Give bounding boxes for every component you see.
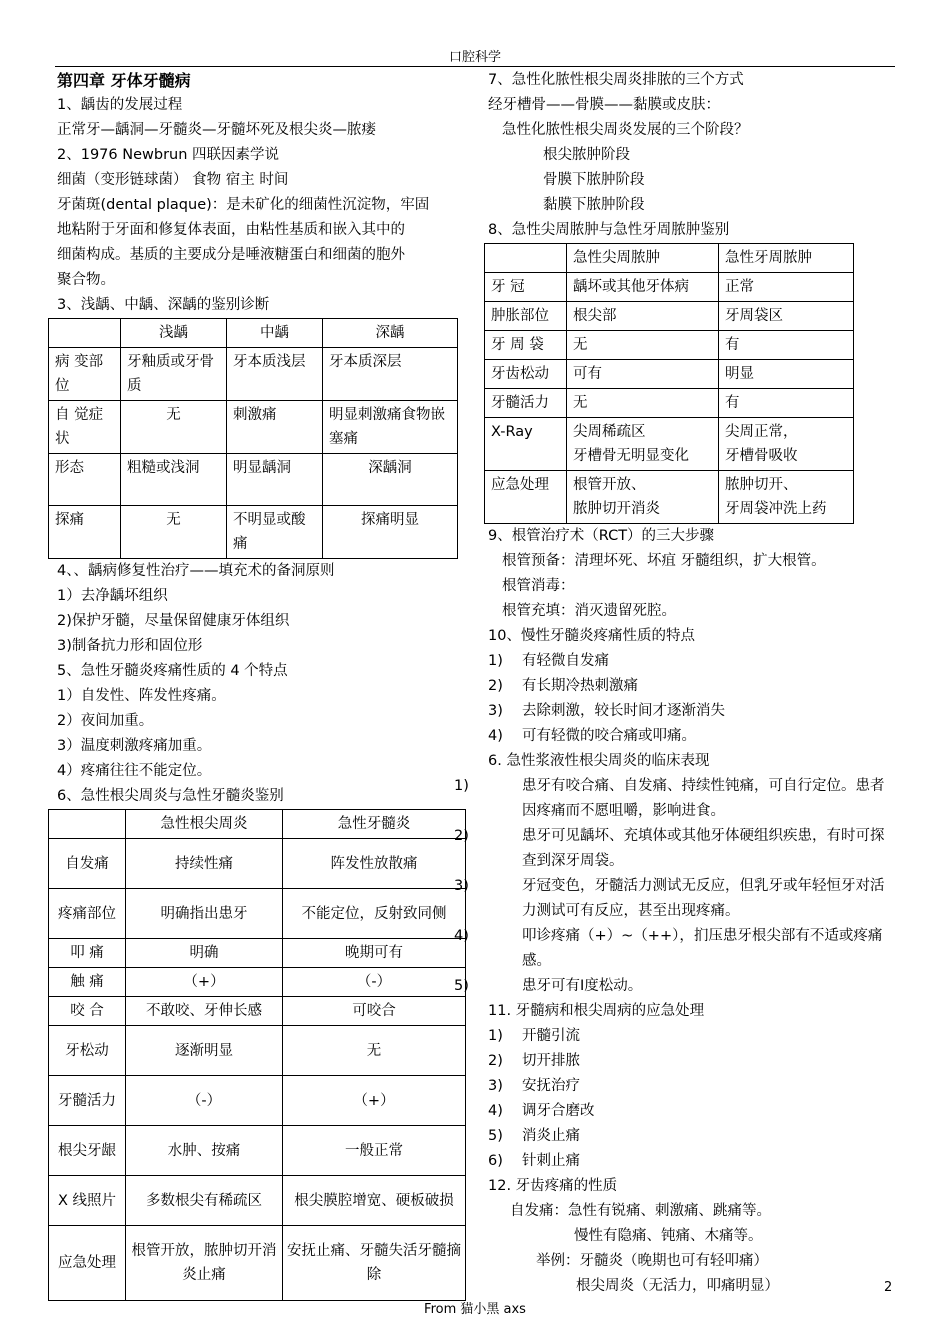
table-cell: 急性根尖周炎 — [126, 810, 283, 839]
table-cell: 探痛 — [49, 506, 121, 559]
list-item — [454, 824, 898, 874]
table-row — [485, 244, 854, 273]
list-item: 2)保护牙髓，尽量保留健康牙体组织 — [57, 613, 290, 629]
table-cell: 不明显或酸痛 — [227, 506, 323, 559]
s12-line: 自发痛：急性有锐痛、刺激痛、跳痛等。 — [510, 1203, 771, 1219]
table-cell: （-） — [283, 968, 466, 997]
table-cell — [49, 810, 126, 839]
table-cell: （+） — [126, 968, 283, 997]
item-number: 2) — [488, 1053, 503, 1069]
table-cell — [49, 319, 121, 348]
page-footer: From 猫小黑 axs — [424, 1302, 526, 1317]
s2-p2: 地粘附于牙面和修复体表面，由粘性基质和嵌入其中的 — [57, 222, 405, 238]
table-cell: 急性尖周脓肿 — [567, 244, 719, 273]
s1-title: 1、龋齿的发展过程 — [57, 97, 183, 113]
table-cell: 自 觉症状 — [49, 401, 121, 454]
table-row — [49, 1026, 466, 1076]
table-cell: （+） — [283, 1076, 466, 1126]
table-cell: 浅龋 — [121, 319, 227, 348]
table-cell: 牙齿松动 — [485, 360, 567, 389]
table-cell — [485, 244, 567, 273]
table-cell: 牙周袋区 — [719, 302, 854, 331]
table-row — [485, 331, 854, 360]
table-cell: 正常 — [719, 273, 854, 302]
item-text: 调牙合磨改 — [522, 1103, 595, 1119]
table-cell: 急性牙周脓肿 — [719, 244, 854, 273]
table-row — [485, 302, 854, 331]
table-cell: 深龋 — [323, 319, 458, 348]
page-header: 口腔科学 — [448, 50, 501, 65]
table-cell: 明显 — [719, 360, 854, 389]
table-cell: 深龋洞 — [323, 454, 458, 506]
item-number: 1) — [454, 778, 469, 794]
s1-text: 正常牙—龋洞—牙髓炎—牙髓坏死及根尖炎—脓瘘 — [57, 122, 376, 138]
table-cell: 晚期可有 — [283, 939, 466, 968]
item-number: 4) — [454, 928, 469, 944]
table-cell: 无 — [567, 331, 719, 360]
item-text: 切开排脓 — [522, 1053, 580, 1069]
list-item — [488, 1149, 898, 1174]
table-cell: 根尖膜腔增宽、硬板破损 — [283, 1176, 466, 1226]
list-item: 根尖脓肿阶段 — [543, 147, 630, 163]
table-cell: 牙本质浅层 — [227, 348, 323, 401]
list-item: 黏膜下脓肿阶段 — [543, 197, 645, 213]
table-cell: 病 变部位 — [49, 348, 121, 401]
table-row — [49, 968, 466, 997]
table-cell: 牙髓活力 — [485, 389, 567, 418]
list-item — [488, 724, 898, 749]
table-cell: 阵发性放散痛 — [283, 839, 466, 889]
table-cell: 无 — [567, 389, 719, 418]
list-item: 3）温度刺激疼痛加重。 — [57, 738, 212, 754]
table-cell: 逐渐明显 — [126, 1026, 283, 1076]
list-item — [488, 1074, 898, 1099]
table-cell: 应急处理 — [485, 471, 567, 524]
table-row — [485, 273, 854, 302]
s2-p4: 聚合物。 — [57, 272, 115, 288]
list-item: 根管预备：清理坏死、坏疽 牙髓组织，扩大根管。 — [502, 553, 826, 569]
table-cell: 有 — [719, 389, 854, 418]
item-text: 安抚治疗 — [522, 1078, 580, 1094]
item-number: 2) — [454, 828, 469, 844]
s2-p1: 牙菌斑(dental plaque)：是未矿化的细菌性沉淀物，牢固 — [57, 197, 430, 213]
item-text: 消炎止痛 — [522, 1128, 580, 1144]
item-number: 3) — [488, 1078, 503, 1094]
table-cell: 明确指出患牙 — [126, 889, 283, 939]
table-cell: 水肿、按痛 — [126, 1126, 283, 1176]
table-cell: 明显龋洞 — [227, 454, 323, 506]
table-cell: 肿胀部位 — [485, 302, 567, 331]
item-number: 3) — [454, 878, 469, 894]
item-number: 1) — [488, 1028, 503, 1044]
table-cell: 明显刺激痛食物嵌塞痛 — [323, 401, 458, 454]
chapter-title: 第四章 牙体牙髓病 — [57, 71, 191, 90]
right-column — [454, 68, 898, 1299]
list-item: 4）疼痛往往不能定位。 — [57, 763, 212, 779]
table-cell: 有 — [719, 331, 854, 360]
item-number: 3) — [488, 703, 503, 719]
table-cell: 多数根尖有稀疏区 — [126, 1176, 283, 1226]
table-row — [49, 997, 466, 1026]
list-item — [488, 699, 898, 724]
left-column — [57, 68, 472, 1301]
table-cell: 牙髓活力 — [49, 1076, 126, 1126]
list-item — [454, 774, 898, 824]
s7-route: 经牙槽骨——骨膜——黏膜或皮肤： — [488, 97, 720, 113]
list-item — [488, 1099, 898, 1124]
table-row — [485, 418, 854, 471]
list-item — [488, 1124, 898, 1149]
page-number: 2 — [884, 1280, 893, 1295]
item-number: 5) — [488, 1128, 503, 1144]
table-row — [49, 889, 466, 939]
s12-title: 12. 牙齿疼痛的性质 — [488, 1178, 618, 1194]
table-cell: 牙本质深层 — [323, 348, 458, 401]
item-text: 患牙可见龋坏、充填体或其他牙体硬组织疾患，有时可探查到深牙周袋。 — [522, 828, 885, 869]
table-cell: 不能定位，反射致同侧 — [283, 889, 466, 939]
s3-title: 3、浅龋、中龋、深龋的鉴别诊断 — [57, 297, 270, 313]
table-cell: 龋坏或其他牙体病 — [567, 273, 719, 302]
table-cell: 脓肿切开、 牙周袋冲洗上药 — [719, 471, 854, 524]
table-row — [49, 454, 458, 506]
s8-title: 8、急性尖周脓肿与急性牙周脓肿鉴别 — [488, 222, 730, 238]
item-text: 开髓引流 — [522, 1028, 580, 1044]
table-cell: 尖周正常， 牙槽骨吸收 — [719, 418, 854, 471]
s10-title: 10、慢性牙髓炎疼痛性质的特点 — [488, 628, 695, 644]
list-item — [488, 1024, 898, 1049]
list-item — [454, 974, 898, 999]
table-cell: 应急处理 — [49, 1226, 126, 1301]
table-cell: 可咬合 — [283, 997, 466, 1026]
item-text: 患牙有咬合痛、自发痛、持续性钝痛，可自行定位。患者因疼痛而不愿咀嚼，影响进食。 — [522, 778, 885, 819]
table-cell: 牙釉质或牙骨质 — [121, 348, 227, 401]
item-text: 患牙可有Ⅰ度松动。 — [522, 978, 643, 994]
item-text: 可有轻微的咬合痛或叩痛。 — [522, 728, 696, 744]
table-row — [49, 348, 458, 401]
table-cell: 触 痛 — [49, 968, 126, 997]
item-number: 5) — [454, 978, 469, 994]
table-cell: 自发痛 — [49, 839, 126, 889]
table-cell: 无 — [121, 506, 227, 559]
table-row — [485, 471, 854, 524]
table-row — [485, 360, 854, 389]
item-text: 去除刺激，较长时间才逐渐消失 — [522, 703, 725, 719]
table-cell: 中龋 — [227, 319, 323, 348]
table-cell: 牙松动 — [49, 1026, 126, 1076]
s6-title: 6、急性根尖周炎与急性牙髓炎鉴别 — [57, 788, 284, 804]
s12-line: 举例：牙髓炎（晚期也可有轻叩痛） — [536, 1253, 768, 1269]
table-row — [49, 506, 458, 559]
table-row — [49, 1176, 466, 1226]
list-item: 骨膜下脓肿阶段 — [543, 172, 645, 188]
table-row — [485, 389, 854, 418]
table-cell: 一般正常 — [283, 1126, 466, 1176]
item-text: 针刺止痛 — [522, 1153, 580, 1169]
item-text: 牙冠变色，牙髓活力测试无反应，但乳牙或年轻恒牙对活力测试可有反应，甚至出现疼痛。 — [522, 878, 885, 919]
table-cell: 探痛明显 — [323, 506, 458, 559]
s12-line: 慢性有隐痛、钝痛、木痛等。 — [574, 1228, 763, 1244]
table-cell: 牙 周 袋 — [485, 331, 567, 360]
list-item — [488, 649, 898, 674]
table-cell: 叩 痛 — [49, 939, 126, 968]
table-cell: 咬 合 — [49, 997, 126, 1026]
s2-p3: 细菌构成。基质的主要成分是唾液糖蛋白和细菌的胞外 — [57, 247, 405, 263]
list-item: 2）夜间加重。 — [57, 713, 154, 729]
item-text: 叩诊疼痛（+）~（++），扪压患牙根尖部有不适或疼痛感。 — [522, 928, 883, 969]
list-item: 根管充填：消灭遗留死腔。 — [502, 603, 676, 619]
table-row — [49, 319, 458, 348]
item-number: 2) — [488, 678, 503, 694]
item-number: 6) — [488, 1153, 503, 1169]
table-cell: 疼痛部位 — [49, 889, 126, 939]
list-item — [488, 1049, 898, 1074]
periapical-pulpitis-table — [48, 809, 466, 1301]
s9-title: 9、根管治疗术（RCT）的三大步骤 — [488, 528, 715, 544]
table-row — [49, 401, 458, 454]
s12-line: 根尖周炎（无活力，叩痛明显） — [576, 1278, 779, 1294]
s2-factors: 细菌（变形链球菌） 食物 宿主 时间 — [57, 172, 289, 188]
table-cell: 尖周稀疏区 牙槽骨无明显变化 — [567, 418, 719, 471]
s4-title: 4、、龋病修复性治疗——填充术的备洞原则 — [57, 563, 335, 579]
table-cell: 持续性痛 — [126, 839, 283, 889]
table-row — [49, 939, 466, 968]
table-cell: 明确 — [126, 939, 283, 968]
item-number: 4) — [488, 728, 503, 744]
item-text: 有轻微自发痛 — [522, 653, 609, 669]
table-cell: 急性牙髓炎 — [283, 810, 466, 839]
table-cell: 根尖牙龈 — [49, 1126, 126, 1176]
header-rule — [55, 66, 895, 67]
s7-stages-title: 急性化脓性根尖周炎发展的三个阶段？ — [502, 122, 749, 138]
item-text: 有长期冷热刺激痛 — [522, 678, 638, 694]
s11-title: 11. 牙髓病和根尖周病的应急处理 — [488, 1003, 705, 1019]
list-item — [488, 674, 898, 699]
list-item: 1）自发性、阵发性疼痛。 — [57, 688, 226, 704]
list-item — [454, 874, 898, 924]
table-cell: 可有 — [567, 360, 719, 389]
table-cell: 形态 — [49, 454, 121, 506]
table-cell: 刺激痛 — [227, 401, 323, 454]
table-row — [49, 810, 466, 839]
table-cell: X 线照片 — [49, 1176, 126, 1226]
s2-title: 2、1976 Newbrun 四联因素学说 — [57, 147, 280, 163]
s7-title: 7、急性化脓性根尖周炎排脓的三个方式 — [488, 72, 744, 88]
item-number: 4) — [488, 1103, 503, 1119]
table-cell: 不敢咬、牙伸长感 — [126, 997, 283, 1026]
list-item: 根管消毒： — [502, 578, 575, 594]
list-item: 1）去净龋坏组织 — [57, 588, 168, 604]
abscess-table — [484, 243, 854, 524]
table-cell: X-Ray — [485, 418, 567, 471]
table-cell: 牙 冠 — [485, 273, 567, 302]
table-row — [49, 1226, 466, 1301]
table-cell: 无 — [121, 401, 227, 454]
table-cell: 根管开放、 脓肿切开消炎 — [567, 471, 719, 524]
item-number: 1) — [488, 653, 503, 669]
table-cell: 粗糙或浅洞 — [121, 454, 227, 506]
caries-table — [48, 318, 458, 559]
table-cell: 安抚止痛、牙髓失活牙髓摘除 — [283, 1226, 466, 1301]
s6b-title: 6. 急性浆液性根尖周炎的临床表现 — [488, 753, 710, 769]
table-row — [49, 1126, 466, 1176]
table-cell: （-） — [126, 1076, 283, 1126]
list-item — [454, 924, 898, 974]
table-row — [49, 839, 466, 889]
list-item: 3)制备抗力形和固位形 — [57, 638, 203, 654]
table-cell: 根管开放，脓肿切开消炎止痛 — [126, 1226, 283, 1301]
table-cell: 根尖部 — [567, 302, 719, 331]
table-cell: 无 — [283, 1026, 466, 1076]
s5-title: 5、急性牙髓炎疼痛性质的 4 个特点 — [57, 663, 288, 679]
table-row — [49, 1076, 466, 1126]
